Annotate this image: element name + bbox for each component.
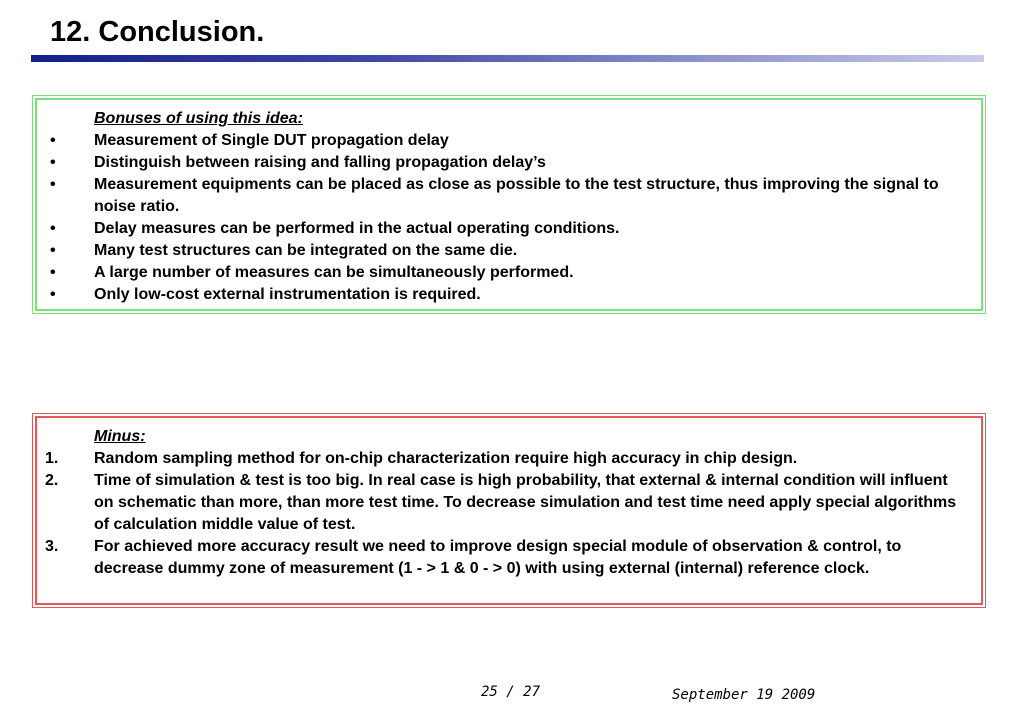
bonus-item-text: Measurement equipments can be placed as close as possible to the test structure, thus improving the signal to noise ratio. bbox=[94, 176, 939, 215]
bonus-item-text: A large number of measures can be simultaneously performed. bbox=[94, 264, 574, 281]
bonus-item bbox=[45, 130, 969, 152]
bullet-marker: • bbox=[50, 264, 56, 281]
slide-date: September 19 2009 bbox=[672, 687, 816, 703]
bullet-marker: • bbox=[50, 286, 56, 303]
bullet-marker: • bbox=[50, 242, 56, 259]
bullet-marker: • bbox=[50, 176, 56, 193]
bonus-item-text: Only low-cost external instrumentation is required. bbox=[94, 286, 481, 303]
bonus-item-text: Measurement of Single DUT propagation delay bbox=[94, 132, 449, 149]
minus-item bbox=[45, 536, 969, 580]
number-marker: 2. bbox=[45, 472, 59, 489]
bonus-item-text: Many test structures can be integrated on the same die. bbox=[94, 242, 518, 259]
slide-title: 12. Conclusion. bbox=[50, 16, 265, 48]
minus-item bbox=[45, 448, 969, 470]
bonus-item bbox=[45, 218, 969, 240]
minus-box bbox=[35, 416, 983, 605]
title-underline-bar bbox=[31, 55, 984, 62]
bonus-item bbox=[45, 174, 969, 218]
bonus-item-text: Distinguish between raising and falling propagation delay’s bbox=[94, 154, 546, 171]
page-number: 25 / 27 bbox=[481, 684, 541, 700]
bonus-item-text: Delay measures can be performed in the actual operating conditions. bbox=[94, 220, 620, 237]
number-marker: 3. bbox=[45, 538, 59, 555]
minus-item bbox=[45, 470, 969, 536]
bonus-item bbox=[45, 262, 969, 284]
bonuses-box bbox=[35, 98, 983, 311]
minus-item-text: Random sampling method for on-chip characterization require high accuracy in chip design. bbox=[94, 450, 798, 467]
bullet-marker: • bbox=[50, 220, 56, 237]
minus-item-text: For achieved more accuracy result we need to improve design special module of observation & control, to decrease dummy zone of measurement (1 - > 1 & 0 - > 0) with using external (internal) reference clock. bbox=[94, 538, 902, 577]
bonus-item bbox=[45, 152, 969, 174]
number-marker: 1. bbox=[45, 450, 59, 467]
bonus-item bbox=[45, 284, 969, 306]
bonuses-heading: Bonuses of using this idea: bbox=[94, 110, 303, 127]
minus-heading: Minus: bbox=[94, 428, 146, 445]
bonus-item bbox=[45, 240, 969, 262]
bullet-marker: • bbox=[50, 132, 56, 149]
minus-item-text: Time of simulation & test is too big. In real case is high probability, that external & internal condition will influent on schematic than more, than more test time. To decrease simulation and test time need apply special algorithms of calculation middle value of test. bbox=[94, 472, 957, 533]
bullet-marker: • bbox=[50, 154, 56, 171]
